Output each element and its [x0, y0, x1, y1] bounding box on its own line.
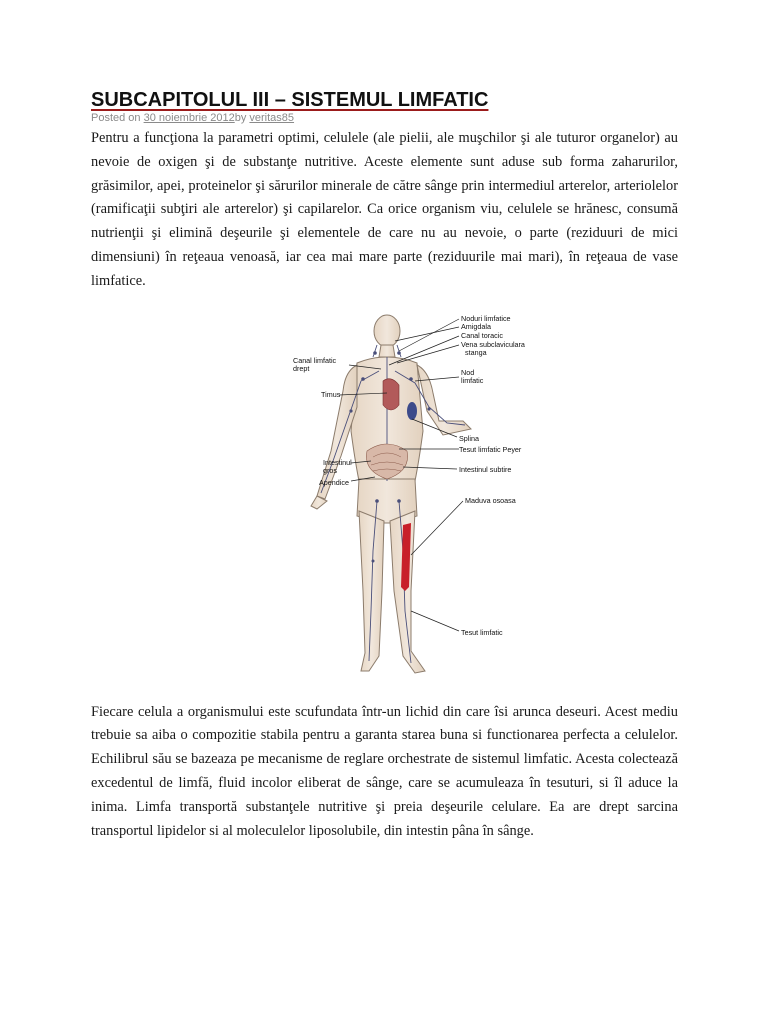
label-tesut: Tesut limfatic: [461, 627, 503, 637]
label-splina: Splina: [459, 433, 479, 443]
paragraph-intro: Pentru a funcţiona la parametri optimi, celulele (ale pielii, ale muşchilor şi ale tuturor organelor) au nevoie de oxigen şi de substanţe nutritive. Aceste elemente sunt aduse sub forma zaharurilor, grăsimilor, apei, proteinelor şi sărurilor minerale de către sânge prin intermediul arterelor, arteriolelor (ramificaţii subţiri ale arterelor) şi capilarelor. Ca orice organism viu, celulele se hrănesc, consumă nutrienţii şi elimină deşeurile şi elementele de care nu au nevoie, o parte (reziduuri de mici dimensiuni) în reţeaua venoasă, iar cea mai mare parte (reziduurile mai mari), în reţeaua de vase limfatice.: [91, 130, 678, 289]
paragraph-lymph: Fiecare celula a organismului este scufundata într-un lichid din care îsi arunca deseuri. Acest mediu trebuie sa aiba o compozitie stabila pentru a garanta starea buna si functionarea perfecta a celulelor. Echilibrul său se bazeaza pe mecanisme de reglare orchestrate de sistemul limfatic. Acesta colectează excedentul de limfă, fluid incolor eliberat de sânge, care se acumuleaza în tesuturi, si îl aduce la inima. Limfa transportă substanţele nutritive şi preia deşeurile celulare. Ea are drept sarcina transportul lipidelor si al moleculelor liposolubile, din intestin pâna în sânge.: [91, 703, 678, 839]
label-vena-2: stanga: [465, 347, 487, 357]
label-apendice: Apendice: [319, 477, 349, 487]
label-intestin-gros-1: Intestinul: [323, 457, 352, 467]
label-maduva: Maduva osoasa: [465, 495, 516, 505]
post-meta: [91, 111, 678, 125]
by-prefix: by: [234, 112, 250, 124]
label-nod-2: limfatic: [461, 375, 484, 385]
label-amigdala: Amigdala: [461, 321, 491, 331]
label-intestin-subtire: Intestinul subtire: [459, 464, 512, 474]
author-link[interactable]: veritas85: [249, 112, 295, 124]
article: [91, 88, 678, 843]
label-timus: Timus: [321, 389, 341, 399]
label-canal-drept-1: Canal limfatic: [293, 355, 337, 365]
label-peyer: Tesut limfatic Peyer: [459, 444, 522, 454]
label-canal-toracic: Canal toracic: [461, 330, 503, 340]
lymphatic-system-diagram: [287, 311, 529, 691]
label-canal-drept-2: drept: [293, 363, 310, 373]
posted-prefix: Posted on: [91, 112, 144, 124]
anatomy-illustration: [287, 311, 529, 691]
label-nod-1: Nod: [461, 367, 475, 377]
post-date-link[interactable]: 30 noiembrie 2012: [143, 112, 235, 124]
label-intestin-gros-2: gros: [323, 465, 337, 475]
article-title[interactable]: SUBCAPITOLUL III – SISTEMUL LIMFATIC: [91, 89, 489, 111]
body-silhouette: [311, 315, 471, 673]
label-vena-1: Vena subclaviculara: [461, 339, 525, 349]
label-noduri: Noduri limfatice: [461, 313, 511, 323]
